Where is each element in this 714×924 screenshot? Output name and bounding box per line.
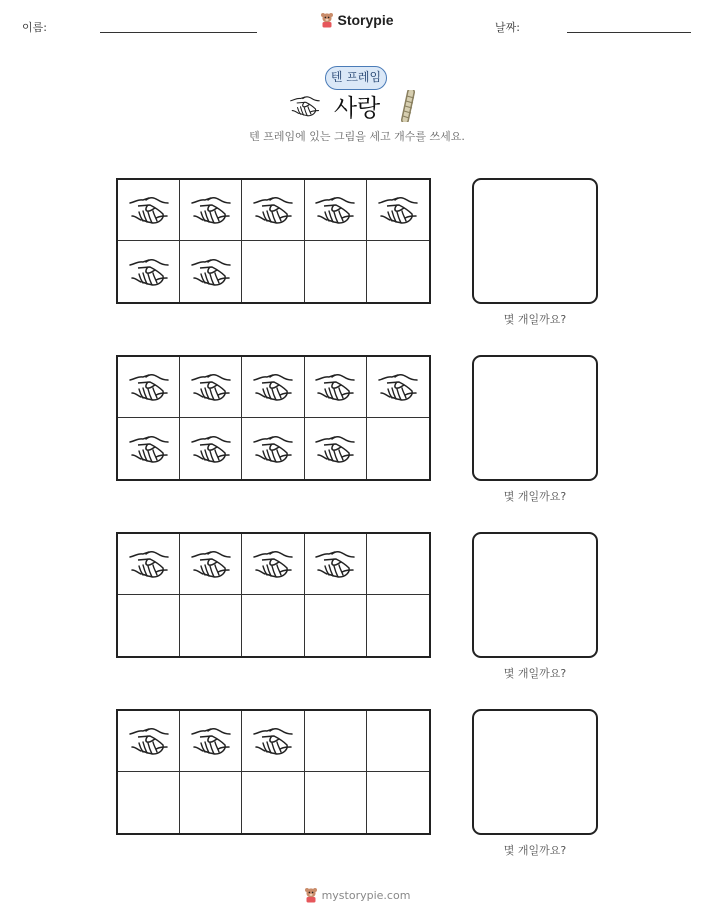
- ten-frame-cell: [305, 180, 367, 241]
- handshake-icon: [315, 194, 355, 226]
- footer-url[interactable]: mystorypie.com: [321, 888, 411, 902]
- ten-frame-cell: [242, 595, 304, 656]
- ten-frame: [116, 532, 431, 658]
- ten-frame-cell: [118, 534, 180, 595]
- ten-frame-cell: [367, 772, 429, 833]
- storypie-bear-logo-icon: [320, 12, 334, 28]
- count-prompt: 몇 개일까요?: [503, 844, 567, 857]
- footer: [0, 887, 714, 907]
- handshake-icon: [253, 433, 293, 465]
- handshake-icon: [253, 548, 293, 580]
- handshake-icon: [253, 725, 293, 757]
- title-rope-icon: [396, 90, 418, 122]
- ten-frame-cell: [242, 418, 304, 479]
- ten-frame-cell: [180, 772, 242, 833]
- handshake-icon: [315, 433, 355, 465]
- ten-frame-cell: [180, 180, 242, 241]
- category-pill: 텐 프레임: [325, 66, 387, 90]
- ten-frame-cell: [242, 241, 304, 302]
- answer-box[interactable]: [472, 355, 598, 481]
- storypie-bear-logo-icon: [304, 887, 318, 903]
- ten-frame-cell: [118, 180, 180, 241]
- handshake-icon: [129, 548, 169, 580]
- ten-frame-cell: [305, 418, 367, 479]
- handshake-icon: [129, 725, 169, 757]
- ten-frame-cell: [367, 241, 429, 302]
- ten-frame-cell: [242, 357, 304, 418]
- handshake-icon: [129, 371, 169, 403]
- ten-frame-cell: [305, 241, 367, 302]
- ten-frame-cell: [367, 357, 429, 418]
- ten-frame-cell: [305, 711, 367, 772]
- ten-frame-cell: [367, 534, 429, 595]
- ten-frame-cell: [242, 180, 304, 241]
- ten-frame-cell: [242, 772, 304, 833]
- handshake-icon: [191, 548, 231, 580]
- ten-frame: [116, 178, 431, 304]
- ten-frame-cell: [242, 534, 304, 595]
- ten-frame-cell: [118, 595, 180, 656]
- ten-frame-cell: [118, 711, 180, 772]
- date-label: 날짜:: [495, 21, 520, 34]
- ten-frame-cell: [367, 180, 429, 241]
- ten-frame-cell: [305, 595, 367, 656]
- ten-frame-cell: [118, 241, 180, 302]
- handshake-icon: [129, 433, 169, 465]
- handshake-icon: [129, 256, 169, 288]
- handshake-icon: [315, 548, 355, 580]
- name-label: 이름:: [22, 21, 47, 34]
- ten-frame-cell: [305, 534, 367, 595]
- ten-frame-cell: [367, 418, 429, 479]
- ten-frame-cell: [180, 357, 242, 418]
- handshake-icon: [253, 371, 293, 403]
- ten-frame-cell: [180, 241, 242, 302]
- handshake-icon: [191, 256, 231, 288]
- brand: [0, 12, 714, 32]
- handshake-icon: [191, 725, 231, 757]
- ten-frame-cell: [180, 711, 242, 772]
- ten-frame-cell: [305, 357, 367, 418]
- ten-frame-cell: [118, 357, 180, 418]
- ten-frame-cell: [367, 711, 429, 772]
- handshake-icon: [315, 371, 355, 403]
- ten-frame-cell: [180, 595, 242, 656]
- handshake-icon: [378, 371, 418, 403]
- handshake-icon: [191, 433, 231, 465]
- ten-frame-cell: [180, 418, 242, 479]
- ten-frame: [116, 709, 431, 835]
- ten-frame-cell: [305, 772, 367, 833]
- ten-frame: [116, 355, 431, 481]
- ten-frame-cell: [180, 534, 242, 595]
- answer-box[interactable]: [472, 532, 598, 658]
- ten-frame-cell: [367, 595, 429, 656]
- ten-frame-cell: [242, 711, 304, 772]
- instruction: 텐 프레임에 있는 그림을 세고 개수를 쓰세요.: [249, 130, 465, 143]
- page-title: 사랑: [333, 94, 381, 122]
- ten-frame-cell: [118, 772, 180, 833]
- handshake-icon: [129, 194, 169, 226]
- handshake-icon: [191, 194, 231, 226]
- count-prompt: 몇 개일까요?: [503, 667, 567, 680]
- handshake-icon: [253, 194, 293, 226]
- handshake-icon: [191, 371, 231, 403]
- ten-frame-cell: [118, 418, 180, 479]
- count-prompt: 몇 개일까요?: [503, 313, 567, 326]
- count-prompt: 몇 개일까요?: [503, 490, 567, 503]
- answer-box[interactable]: [472, 709, 598, 835]
- name-line[interactable]: [100, 32, 257, 33]
- date-line[interactable]: [567, 32, 691, 33]
- brand-name: Storypie: [337, 12, 394, 28]
- answer-box[interactable]: [472, 178, 598, 304]
- handshake-icon: [378, 194, 418, 226]
